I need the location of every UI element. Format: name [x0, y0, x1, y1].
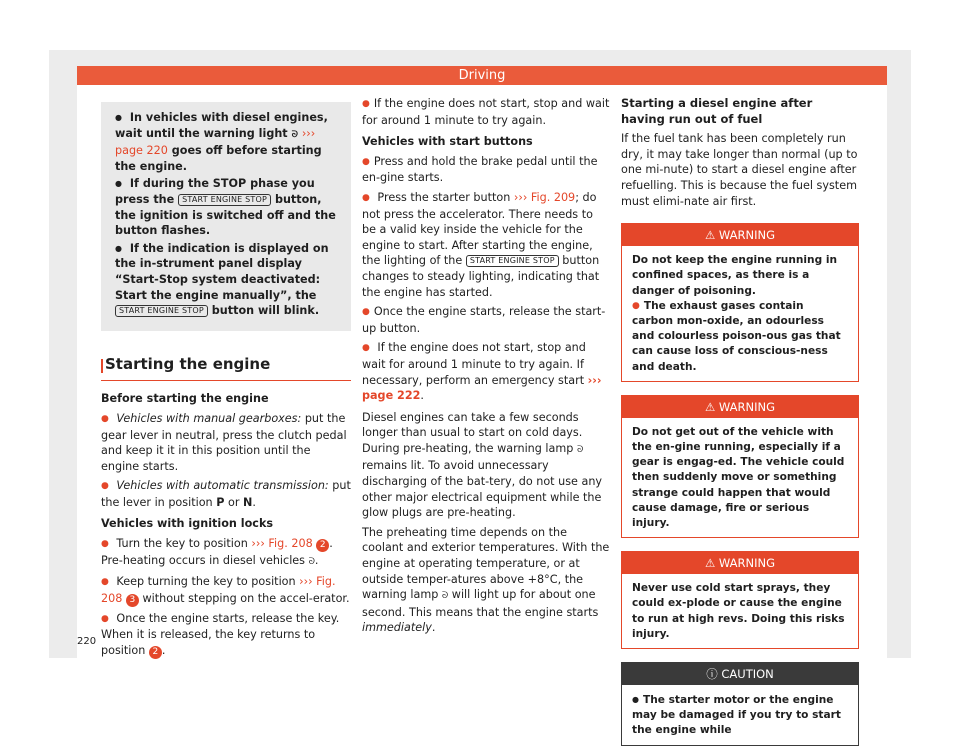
glow-plug-icon: ᘐ — [291, 129, 298, 140]
warning-box — [621, 223, 859, 382]
warning-triangle-icon: ⚠ — [704, 399, 716, 414]
callout-number: 2 — [149, 646, 162, 659]
start-engine-stop-button-symbol: START ENGINE STOP — [115, 305, 208, 317]
paragraph: ● If the engine does not start, stop and wait for around 1 minute to try again. — [362, 96, 610, 128]
warning-body: Do not keep the engine running in confined spaces, as there is a danger of poisoning. ● The exhaust gases contain carbon mon-oxide, an odourless and colourless poison-ous gas that can cause loss of conscious-ness and death. — [622, 246, 858, 381]
paragraph: ● Vehicles with automatic transmission: put the lever in position P or N. — [101, 478, 351, 510]
caution-header: ⓘ CAUTION — [622, 663, 858, 685]
start-engine-stop-button-symbol: START ENGINE STOP — [178, 194, 271, 206]
glow-plug-icon: ᘐ — [441, 591, 449, 602]
paragraph: ● Once the engine starts, release the key. When it is released, the key returns to position 2 . — [101, 611, 351, 659]
paragraph: ● Turn the key to position ››› Fig. 208 2 . Pre-heating occurs in diesel vehicles ᘐ. — [101, 536, 351, 570]
note-item: ● If during the STOP phase you press the START ENGINE STOP button, the ignition is switched off and the button flashes. — [115, 176, 337, 238]
caution-box — [621, 662, 859, 746]
note-item: ● In vehicles with diesel engines, wait until the warning light ᘐ ››› page 220 goes off before starting the engine. — [115, 110, 337, 174]
callout-number: 2 — [316, 539, 329, 552]
warning-box — [621, 551, 859, 649]
info-circle-icon: ⓘ — [706, 667, 718, 682]
paragraph: ● Press and hold the brake pedal until the en-gine starts. — [362, 154, 610, 186]
note-item: ● If the indication is displayed on the in-strument panel display “Start-Stop system deactivated: Start the engine manually”, the START ENGINE STOP button will blink. — [115, 241, 337, 319]
note-box — [101, 102, 351, 331]
page-reference-link[interactable]: ››› page 220 — [115, 126, 316, 158]
callout-number: 3 — [126, 594, 139, 607]
page-header: Driving — [77, 66, 887, 85]
section-title: Starting the engine — [101, 357, 351, 382]
manual-page — [77, 66, 887, 737]
warning-header: ⚠ WARNING — [622, 552, 858, 574]
start-engine-stop-button-symbol: START ENGINE STOP — [466, 255, 559, 267]
figure-reference-link[interactable]: ››› Fig. 209 — [513, 190, 576, 204]
paragraph: ● Once the engine starts, release the start-up button. — [362, 304, 610, 336]
paragraph: The preheating time depends on the coolant and exterior temperatures. With the engine at operating temperature, or at outside temper-atures above +8°C, the warning lamp ᘐ will light up for about one second. This means that the engine starts immediately. — [362, 525, 610, 635]
subheading: Starting a diesel engine after having run out of fuel — [621, 96, 813, 126]
page-background — [49, 50, 911, 737]
subheading: Vehicles with ignition locks — [101, 517, 274, 531]
column-middle — [362, 96, 610, 640]
subheading: Before starting the engine — [101, 392, 269, 406]
paragraph: ● If the engine does not start, stop and wait for around 1 minute to try again. If necessary, perform an emergency start ››› page 222. — [362, 340, 610, 403]
page-reference-link[interactable]: ››› page 222 — [362, 373, 602, 403]
warning-triangle-icon: ⚠ — [704, 228, 716, 243]
column-left — [101, 100, 351, 663]
paragraph: If the fuel tank has been completely run dry, it may take longer than normal (up to one mi-nute) to start a diesel engine after refuelling. This is because the fuel system must elimi-nate air first. — [621, 132, 858, 208]
paragraph: ● Press the starter button ››› Fig. 209; do not press the accelerator. There needs to be a valid key inside the vehicle for the engine to start. After starting the engine, the lighting of the START ENGINE STOP button changes to steady lighting, indicating that the engine has started. — [362, 190, 610, 300]
warning-header: ⚠ WARNING — [622, 224, 858, 246]
page-number: 220 — [77, 636, 97, 647]
paragraph: ● Keep turning the key to position ››› Fig. 208 3 without stepping on the accel-erator. — [101, 574, 351, 607]
warning-body: Do not get out of the vehicle with the en-gine running, especially if a gear is engag-ed. The vehicle could then suddenly move or something strange could happen that would cause damage, fire or serious injury. — [632, 425, 845, 529]
glow-plug-icon: ᘐ — [308, 556, 315, 567]
warning-box — [621, 395, 859, 538]
subheading: Vehicles with start buttons — [362, 135, 533, 149]
warning-header: ⚠ WARNING — [622, 396, 858, 418]
warning-body: Never use cold start sprays, they could ex-plode or cause the engine to run at high revs. Doing this risks injury. — [632, 582, 845, 640]
figure-reference-link[interactable]: ››› Fig. 208 — [251, 537, 313, 551]
column-right — [621, 96, 859, 746]
warning-triangle-icon: ⚠ — [704, 556, 716, 571]
paragraph: ● Vehicles with manual gearboxes: put the gear lever in neutral, press the clutch pedal and keep it it in this position until the engine starts. — [101, 411, 351, 474]
glow-plug-icon: ᘐ — [576, 444, 584, 455]
figure-reference-link[interactable]: ››› Fig. 208 — [101, 575, 336, 605]
paragraph: Diesel engines can take a few seconds longer than usual to start on cold days. During pre-heating, the warning lamp ᘐ remains lit. To avoid unnecessary discharging of the bat-tery, do not use any other major electrical equipment while the glow plugs are pre-heating. — [362, 410, 603, 520]
caution-body: ● The starter motor or the engine may be damaged if you try to start the engine while — [622, 685, 858, 745]
